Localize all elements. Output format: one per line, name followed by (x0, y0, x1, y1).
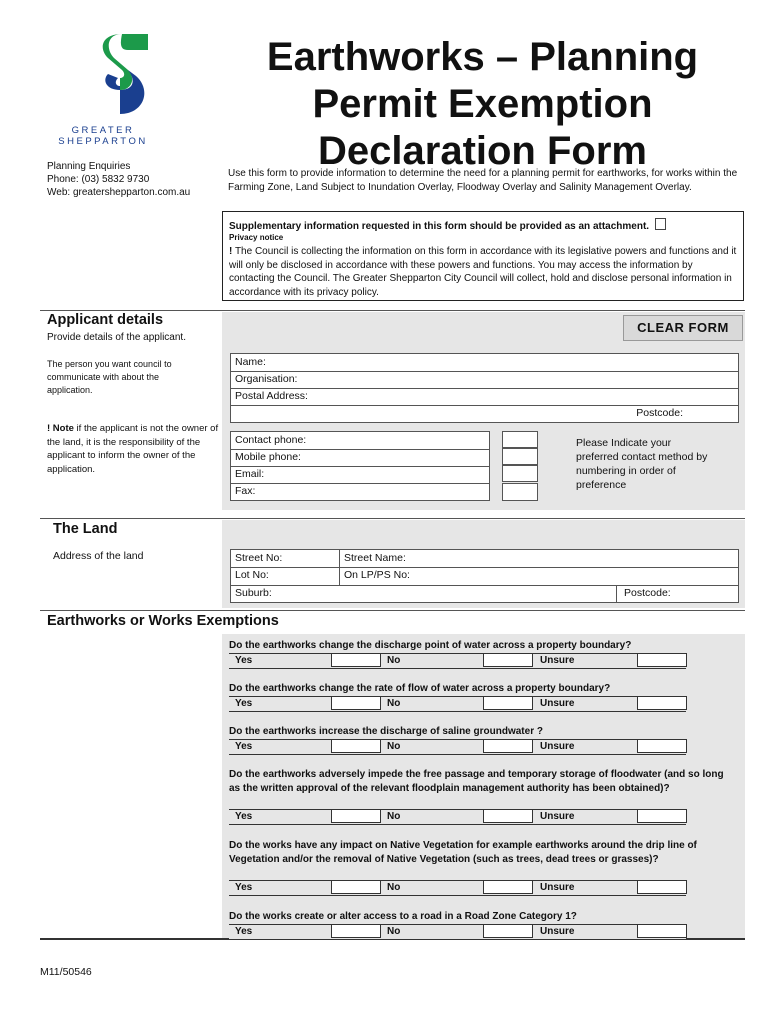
answer-row (229, 924, 686, 940)
title-line-1: Earthworks – Planning (266, 35, 699, 79)
lot-no-label: Lot No: (235, 569, 269, 581)
row-divider (231, 466, 489, 467)
answer-row (229, 653, 686, 669)
privacy-bang: ! (229, 246, 233, 257)
land-address-field[interactable] (230, 549, 739, 603)
mobile-phone-label: Mobile phone: (235, 451, 301, 463)
answer-yes-checkbox[interactable] (331, 880, 381, 894)
exemptions-divider (40, 610, 745, 611)
answer-unsure-checkbox[interactable] (637, 809, 687, 823)
answer-unsure-label: Unsure (540, 811, 575, 822)
applicant-note (47, 422, 219, 476)
row-divider (231, 483, 489, 484)
answer-no-checkbox[interactable] (483, 739, 533, 753)
contact-phone-label: Contact phone: (235, 434, 307, 446)
page-title (235, 34, 730, 175)
answer-yes-label: Yes (235, 811, 253, 822)
name-label: Name: (235, 356, 266, 368)
land-heading: The Land (53, 521, 118, 537)
postal-address-label: Postal Address: (235, 390, 308, 402)
answer-unsure-label: Unsure (540, 882, 575, 893)
street-name-label: Street Name: (344, 552, 406, 564)
answer-yes-checkbox[interactable] (331, 653, 381, 667)
intro-text: Use this form to provide information to determine the need for a planning permit for earthworks, for works within the Farming Zone, Land Subject to Inundation Overlay, Floodway Overlay and Salinity Management Overlay. (228, 168, 738, 193)
privacy-notice-title: Privacy notice (229, 233, 284, 242)
land-postcode-label: Postcode: (624, 587, 671, 599)
answer-no-label: No (387, 926, 401, 937)
preference-email-box[interactable] (502, 465, 538, 482)
answer-unsure-label: Unsure (540, 741, 575, 752)
email-label: Email: (235, 468, 265, 480)
answer-no-checkbox[interactable] (483, 924, 533, 938)
logo (48, 30, 158, 148)
answer-row (229, 809, 686, 825)
title-line-3: Declaration Form (318, 129, 647, 173)
question-text: Do the works create or alter access to a road in a Road Zone Category 1? (229, 911, 577, 922)
answer-no-label: No (387, 655, 401, 666)
answer-unsure-checkbox[interactable] (637, 880, 687, 894)
row-divider (231, 371, 738, 372)
shepparton-logo-icon (48, 30, 158, 120)
answer-yes-checkbox[interactable] (331, 696, 381, 710)
brand-line-2: SHEPPARTON (58, 136, 148, 147)
answer-no-checkbox[interactable] (483, 696, 533, 710)
question-text: Do the earthworks change the discharge point of water across a property boundary? (229, 640, 632, 651)
answer-yes-label: Yes (235, 882, 253, 893)
answer-unsure-checkbox[interactable] (637, 653, 687, 667)
answer-unsure-label: Unsure (540, 698, 575, 709)
contact-field[interactable] (230, 431, 490, 501)
supplementary-text (229, 218, 734, 233)
land-divider (40, 518, 745, 519)
note-text: if the applicant is not the owner of the land, it is the responsibility of the applicant to inform the owner of the application. (47, 423, 219, 475)
applicant-subheading: Provide details of the applicant. (47, 332, 186, 343)
applicant-side-text: The person you want council to communicate with about the application. (47, 359, 172, 395)
exemptions-heading: Earthworks or Works Exemptions (47, 613, 279, 629)
answer-unsure-checkbox[interactable] (637, 696, 687, 710)
question-text: Do the earthworks change the rate of flow of water across a property boundary? (229, 683, 611, 694)
answer-yes-label: Yes (235, 698, 253, 709)
enquiries-label: Planning Enquiries (47, 161, 131, 172)
clear-form-button[interactable]: CLEAR FORM (623, 315, 743, 341)
supplementary-label: Supplementary information requested in this form should be provided as an attachment. (229, 221, 650, 232)
brand-line-1: GREATER (71, 125, 135, 136)
question-text: Do the earthworks increase the discharge of saline groundwater ? (229, 726, 543, 737)
answer-no-checkbox[interactable] (483, 653, 533, 667)
answer-yes-label: Yes (235, 926, 253, 937)
preference-phone-box[interactable] (502, 431, 538, 448)
postcode-label: Postcode: (636, 407, 683, 419)
answer-unsure-checkbox[interactable] (637, 924, 687, 938)
note-label: ! Note (47, 423, 74, 434)
answer-yes-checkbox[interactable] (331, 809, 381, 823)
privacy-notice-text (229, 245, 737, 299)
answer-yes-label: Yes (235, 655, 253, 666)
preference-instruction: Please Indicate your preferred contact method by numbering in order of preference (576, 437, 708, 491)
land-side-text: Address of the land (53, 550, 144, 562)
street-no-label: Street No: (235, 552, 283, 564)
answer-unsure-label: Unsure (540, 655, 575, 666)
applicant-divider (40, 310, 745, 311)
answer-yes-checkbox[interactable] (331, 924, 381, 938)
answer-yes-checkbox[interactable] (331, 739, 381, 753)
privacy-text-body: The Council is collecting the information on this form in accordance with its legislative powers and functions and it will only be disclosed in accordance with these powers and functions. You may access the information by contacting the Council. The Greater Shepparton City Council will collect, hold and disclose personal information in accordance with its privacy policy. (229, 246, 737, 298)
answer-no-label: No (387, 741, 401, 752)
answer-yes-label: Yes (235, 741, 253, 752)
answer-row (229, 880, 686, 896)
answer-no-label: No (387, 698, 401, 709)
row-divider (231, 567, 738, 568)
answer-no-checkbox[interactable] (483, 880, 533, 894)
notice-box (222, 211, 744, 301)
suburb-label: Suburb: (235, 587, 272, 599)
answer-row (229, 696, 686, 712)
enquiries-block (47, 160, 222, 199)
preference-fax-box[interactable] (502, 483, 538, 501)
answer-unsure-checkbox[interactable] (637, 739, 687, 753)
question-text: Do the earthworks adversely impede the free passage and temporary storage of floodwater (and so long as the written approval of the relevant floodplain management authority has been obtained)? (229, 769, 724, 794)
title-line-2: Permit Exemption (312, 82, 653, 126)
lp-ps-label: On LP/PS No: (344, 569, 410, 581)
col-divider (616, 585, 617, 602)
preference-mobile-box[interactable] (502, 448, 538, 465)
answer-no-label: No (387, 811, 401, 822)
attachment-icon (655, 218, 666, 230)
answer-no-label: No (387, 882, 401, 893)
form-reference: M11/50546 (40, 966, 92, 978)
answer-unsure-label: Unsure (540, 926, 575, 937)
answer-no-checkbox[interactable] (483, 809, 533, 823)
fax-label: Fax: (235, 485, 256, 497)
organisation-label: Organisation: (235, 373, 298, 385)
applicant-heading: Applicant details (47, 312, 164, 328)
applicant-address-field[interactable] (230, 353, 739, 423)
enquiries-web[interactable]: Web: greatershepparton.com.au (47, 187, 191, 198)
answer-row (229, 739, 686, 755)
question-text: Do the works have any impact on Native Vegetation for example earthworks around the drip line of Vegetation and/or the removal of Native Vegetation (such as trees, dead trees or grasses)? (229, 840, 697, 865)
enquiries-phone: Phone: (03) 5832 9730 (47, 174, 150, 185)
